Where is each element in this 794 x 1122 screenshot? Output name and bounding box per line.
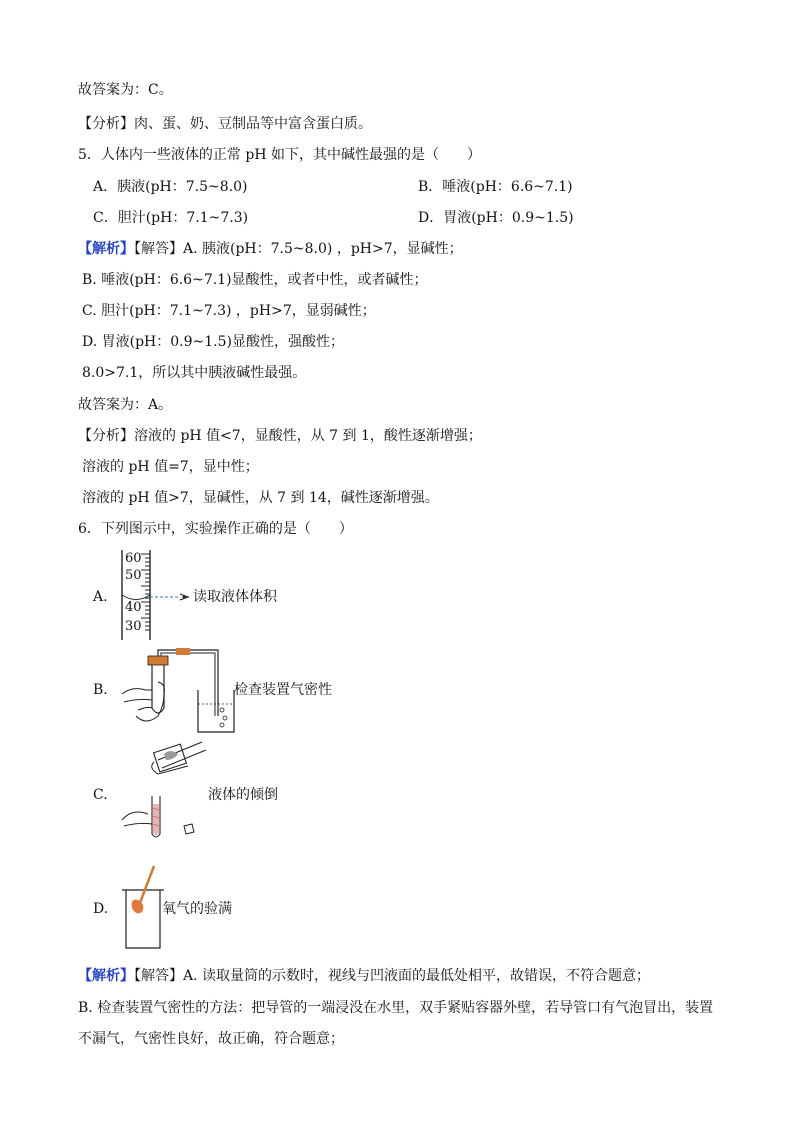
- q6-option-c-caption: 液体的倾倒: [208, 787, 278, 803]
- tick-label-30: 30: [125, 619, 142, 634]
- q5-solution-line-4: D. 胃液(pH：0.9~1.5)显酸性，强酸性；: [82, 334, 344, 350]
- q5-solution-line-7: 【分析】溶液的 pH 值<7，显酸性，从 7 到 1，酸性逐渐增强；: [78, 428, 482, 444]
- q6-solution-line-2: B. 检查装置气密性的方法：把导管的一端浸没在水里，双手紧贴容器外壁，若导管口有气泡冒出，装置: [78, 1000, 714, 1016]
- q6-option-a-letter: A.: [93, 589, 108, 605]
- tick-label-50: 50: [125, 568, 142, 583]
- q6-option-d-letter: D.: [93, 901, 109, 917]
- q6-option-a-caption: 读取液体体积: [193, 589, 277, 605]
- analysis-text: 肉、蛋、奶、豆制品等中富含蛋白质。: [134, 116, 372, 132]
- solution-tag: 【解析】: [78, 968, 134, 984]
- q5-solution-line-5: 8.0>7.1，所以其中胰液碱性最强。: [82, 365, 307, 381]
- pouring-liquid-figure: [118, 738, 210, 842]
- q5-solution-line-1: [78, 239, 463, 259]
- q6-option-b-letter: B.: [93, 682, 108, 698]
- q5-stem: 5．人体内一些液体的正常 pH 如下，其中碱性最强的是（ ）: [78, 147, 481, 163]
- tick-label-40: 40: [125, 600, 142, 615]
- q6-solution-line-3: 不漏气，气密性良好，故正确，符合题意；: [78, 1031, 344, 1047]
- q6-stem: 6．下列图示中，实验操作正确的是（ ）: [78, 521, 353, 537]
- q6-option-d-caption: 氧气的验满: [162, 901, 232, 917]
- q5-solution-line-2: B. 唾液(pH：6.6~7.1)显酸性，或者中性，或者碱性；: [82, 272, 428, 288]
- prev-analysis: [78, 114, 372, 134]
- solution-text: 【解答】A. 胰液(pH：7.5~8.0) ，pH>7，显碱性；: [134, 241, 463, 257]
- q5-solution-line-6: 故答案为：A。: [78, 397, 173, 413]
- q5-solution-line-9: 溶液的 pH 值>7，显碱性，从 7 到 14，碱性逐渐增强。: [82, 490, 439, 506]
- prev-answer: 故答案为：C。: [78, 82, 173, 98]
- solution-tag: 【解析】: [78, 241, 134, 257]
- q6-option-c-letter: C.: [93, 787, 108, 803]
- q5-option-a: A．胰液(pH：7.5~8.0): [93, 179, 248, 195]
- q6-solution-line-1: [78, 966, 650, 986]
- q5-option-d: D．胃液(pH：0.9~1.5): [418, 210, 574, 226]
- solution-text: 【解答】A. 读取量筒的示数时，视线与凹液面的最低处相平，故错误，不符合题意；: [134, 968, 651, 984]
- tick-label-60: 60: [125, 551, 142, 566]
- q5-option-b: B．唾液(pH：6.6~7.1): [418, 179, 573, 195]
- q5-option-c: C．胆汁(pH：7.1~7.3): [93, 210, 249, 226]
- q5-solution-line-8: 溶液的 pH 值=7，显中性；: [82, 459, 259, 475]
- airtightness-check-figure: [118, 646, 238, 738]
- q6-option-b-caption: 检查装置气密性: [234, 682, 332, 698]
- analysis-tag: 【分析】: [78, 116, 134, 132]
- q5-solution-line-3: C. 胆汁(pH：7.1~7.3) ，pH>7，显弱碱性；: [82, 303, 376, 319]
